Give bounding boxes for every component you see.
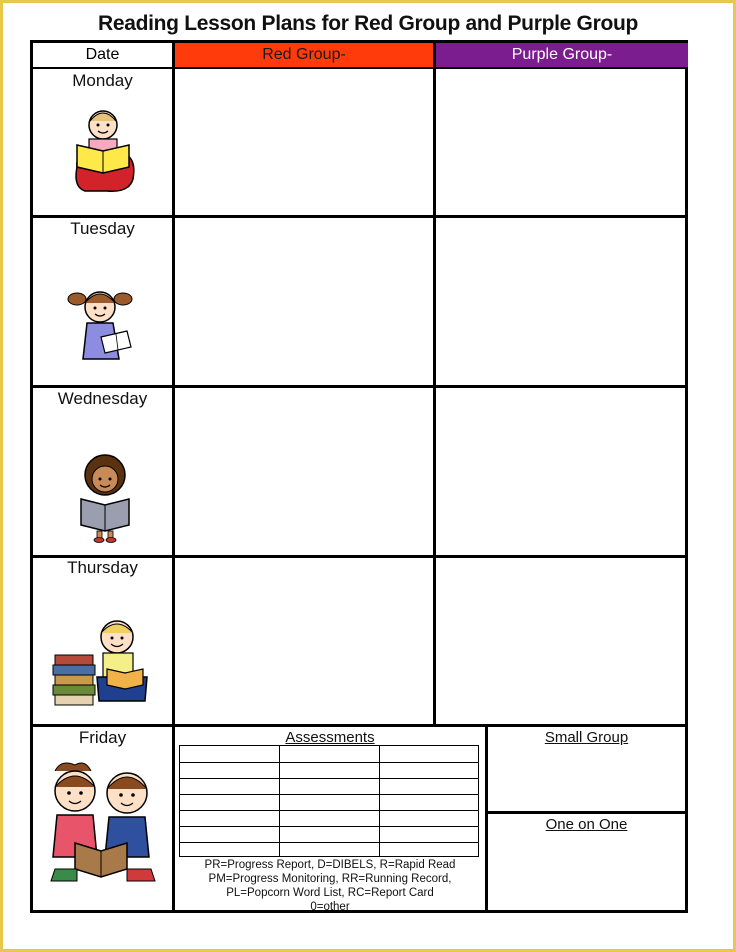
table-row (180, 778, 478, 779)
small-group-divider (488, 811, 685, 814)
legend-line: PM=Progress Monitoring, RR=Running Record, (208, 873, 452, 885)
assessments-heading: Assessments (285, 729, 375, 746)
header-row-divider (33, 67, 685, 69)
assessment-legend (175, 858, 485, 914)
girl-reading-illustration (65, 281, 135, 367)
table-row (180, 842, 478, 843)
legend-line: 0=other (310, 901, 350, 913)
table-row (180, 762, 478, 763)
date-column-header: Date (33, 43, 172, 67)
page-title: Reading Lesson Plans for Red Group and Purple Group (97, 12, 639, 35)
table-row (180, 826, 478, 827)
boy-reading-illustration (67, 107, 139, 195)
red-group-header: Red Group- (175, 43, 433, 67)
child-with-book-illustration (77, 451, 133, 543)
row-divider-monday (33, 215, 685, 218)
lesson-plan-grid (30, 40, 688, 913)
group-column-divider (433, 43, 436, 725)
day-label-monday: Monday (72, 71, 133, 90)
assessments-table (179, 745, 479, 857)
day-label-friday: Friday (78, 728, 127, 747)
table-column-divider (379, 746, 380, 856)
table-column-divider (279, 746, 280, 856)
row-divider-tuesday (33, 385, 685, 388)
boy-with-books-illustration (51, 615, 151, 707)
day-label-thursday: Thursday (67, 558, 138, 577)
purple-group-header: Purple Group- (436, 43, 688, 67)
legend-line: PR=Progress Report, D=DIBELS, R=Rapid Read (204, 859, 456, 871)
row-divider-thursday (33, 724, 685, 727)
day-label-tuesday: Tuesday (70, 219, 135, 238)
small-group-heading: Small Group (544, 729, 629, 746)
legend-line: PL=Popcorn Word List, RC=Report Card (226, 887, 434, 899)
date-column-divider (172, 43, 175, 910)
day-label-wednesday: Wednesday (57, 389, 148, 408)
two-kids-reading-illustration (47, 757, 159, 889)
table-row (180, 810, 478, 811)
one-on-one-heading: One on One (545, 816, 628, 833)
table-row (180, 794, 478, 795)
